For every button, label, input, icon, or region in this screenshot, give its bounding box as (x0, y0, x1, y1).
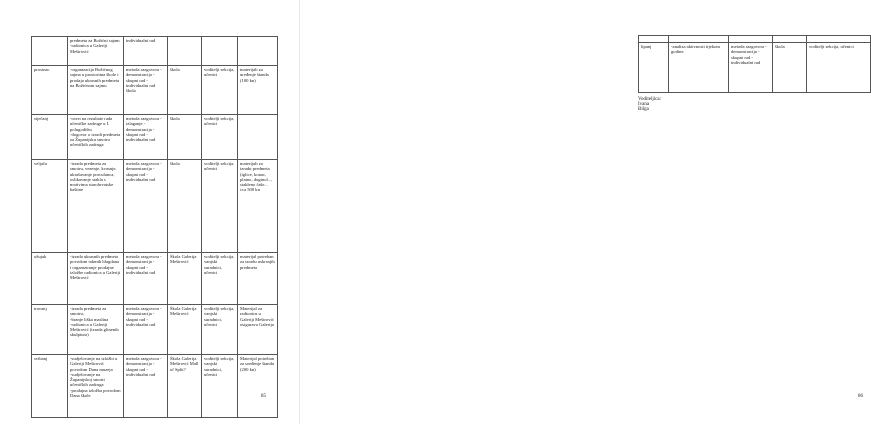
table-row (32, 66, 278, 115)
table-cell (729, 36, 773, 43)
table-cell: voditelji sekcija, učenici (202, 115, 238, 160)
table-cell: predmeta za Božićni sajam -radionica u Galeriji Meštrović (68, 37, 124, 66)
table-cell: škola (168, 66, 202, 115)
table-cell: veljača (32, 160, 68, 253)
table-row (639, 36, 871, 43)
table-cell: Materijal za radionicu u Galeriji Meštrović osiguravа Galerija (238, 305, 278, 355)
table-cell: svibanj (32, 355, 68, 418)
table-cell: metoda razgovora - demonstracija - skupni rad - individualni rad (124, 355, 168, 418)
table-cell: metoda razgovora - demonstracija - skupni rad - individualni rad (124, 305, 168, 355)
table-cell (168, 37, 202, 66)
table-cell (202, 37, 238, 66)
table-cell: -izrada predmeta za smotru, -branje liška maslina -radionica u Galeriji Meštrović (izrada glinenih skulptura) (68, 305, 124, 355)
table-cell: siječanj (32, 115, 68, 160)
table-cell: ožujak (32, 253, 68, 305)
table-cell: voditelji sekcija, učenici (202, 160, 238, 253)
table-row (32, 37, 278, 66)
table-cell: -izrada ukrasnih predmeta povodom takmih blagdana i organiziranje prodajne izložbe radionica u Galeriji Meštrović (68, 253, 124, 305)
table-cell: voditelji sekcija, vanjski suradnici, učenici (202, 355, 238, 418)
table-cell: Škola Galerija Meštrović Mall of Split? (168, 355, 202, 418)
right-page (300, 0, 863, 424)
table-cell: Škola Galerija Meštrović (168, 305, 202, 355)
table-row (32, 115, 278, 160)
left-page (0, 0, 300, 424)
page-number-right: 86 (858, 394, 863, 399)
right-table-body (639, 36, 871, 93)
table-cell: metoda razgovora - izlaganje - demonstracija - skupni rad - individualni rad (124, 115, 168, 160)
table-cell (669, 36, 729, 43)
table-row (32, 355, 278, 418)
table-cell: materijal potreban za izradu uskrsnjih predmeta (238, 253, 278, 305)
table-cell (32, 37, 68, 66)
table-cell: voditelji sekcija, učenici (807, 43, 871, 93)
table-cell: voditelji sekcija, vanjski suradnici, učenici (202, 305, 238, 355)
table-cell: -analiza aktivnosti tijekom godine (669, 43, 729, 93)
table-cell: škola (168, 160, 202, 253)
table-cell: travanj (32, 305, 68, 355)
table-row (32, 305, 278, 355)
left-table-body (32, 37, 278, 418)
table-row (639, 43, 871, 93)
table-cell: materijali za uređenje štanda (100 kn) (238, 66, 278, 115)
table-cell: Škola Galerija Meštrović (168, 253, 202, 305)
table-cell: metoda razgovora - demonstracija - skupni rad - individualni rad (729, 43, 773, 93)
table-cell (773, 36, 807, 43)
leader-text: Voditeljica: Ivana Bilga (638, 97, 661, 112)
table-cell: -sudjelovanje na izložbi u Galeriji Meštrović povodom Dana muzeja -sudjelovanje na Županijskoj smotri učeničkih zadruga -prodajna izložba povodom Dana škole (68, 355, 124, 418)
right-activity-table (638, 35, 871, 93)
table-cell: -izrada predmeta za smotru, vezenje, kvasnje, ukrašavanje porculanca, oslikavanje stakla s motivima starohrvatske baštine (68, 160, 124, 253)
table-cell: individualni rad (124, 37, 168, 66)
table-cell: -osvrt na rezultate rada učeničke zadruge u I. polugodištu -dogovor o izradi predmeta za Županijsku smotru učeničkih zadruga (68, 115, 124, 160)
table-cell (639, 36, 669, 43)
table-cell: materijali za izradu predmeta (iglice, konac, platno, duginol..., stakleno čaše... cca 500 kn (238, 160, 278, 253)
table-cell: metoda razgovora - demonstracija - skupni rad - individualni rad (124, 253, 168, 305)
table-cell (238, 37, 278, 66)
table-cell: voditelji sekcija, vanjski suradnici, učenici (202, 253, 238, 305)
table-cell: metoda razgovora - demonstracija - skupni rad - individualni rad (124, 160, 168, 253)
table-cell: škola (168, 115, 202, 160)
table-cell: -organizacija Božićnog sajma u prostorima škole i prodaja ukrasnih predmeta na Božićnom sajmu (68, 66, 124, 115)
table-cell (238, 115, 278, 160)
table-cell: voditelji sekcija, učenici (202, 66, 238, 115)
table-row (32, 160, 278, 253)
table-cell: škola (773, 43, 807, 93)
page-number-left: 85 (261, 394, 266, 399)
table-cell (807, 36, 871, 43)
table-cell: Materijal potreban za uređenje štanda (200 kn) (238, 355, 278, 418)
table-cell: prosinac (32, 66, 68, 115)
table-cell: metoda razgovora - demonstracija - skupni rad - individualni rad škola (124, 66, 168, 115)
table-cell: lipanj (639, 43, 669, 93)
table-row (32, 253, 278, 305)
left-activity-table (31, 36, 278, 418)
